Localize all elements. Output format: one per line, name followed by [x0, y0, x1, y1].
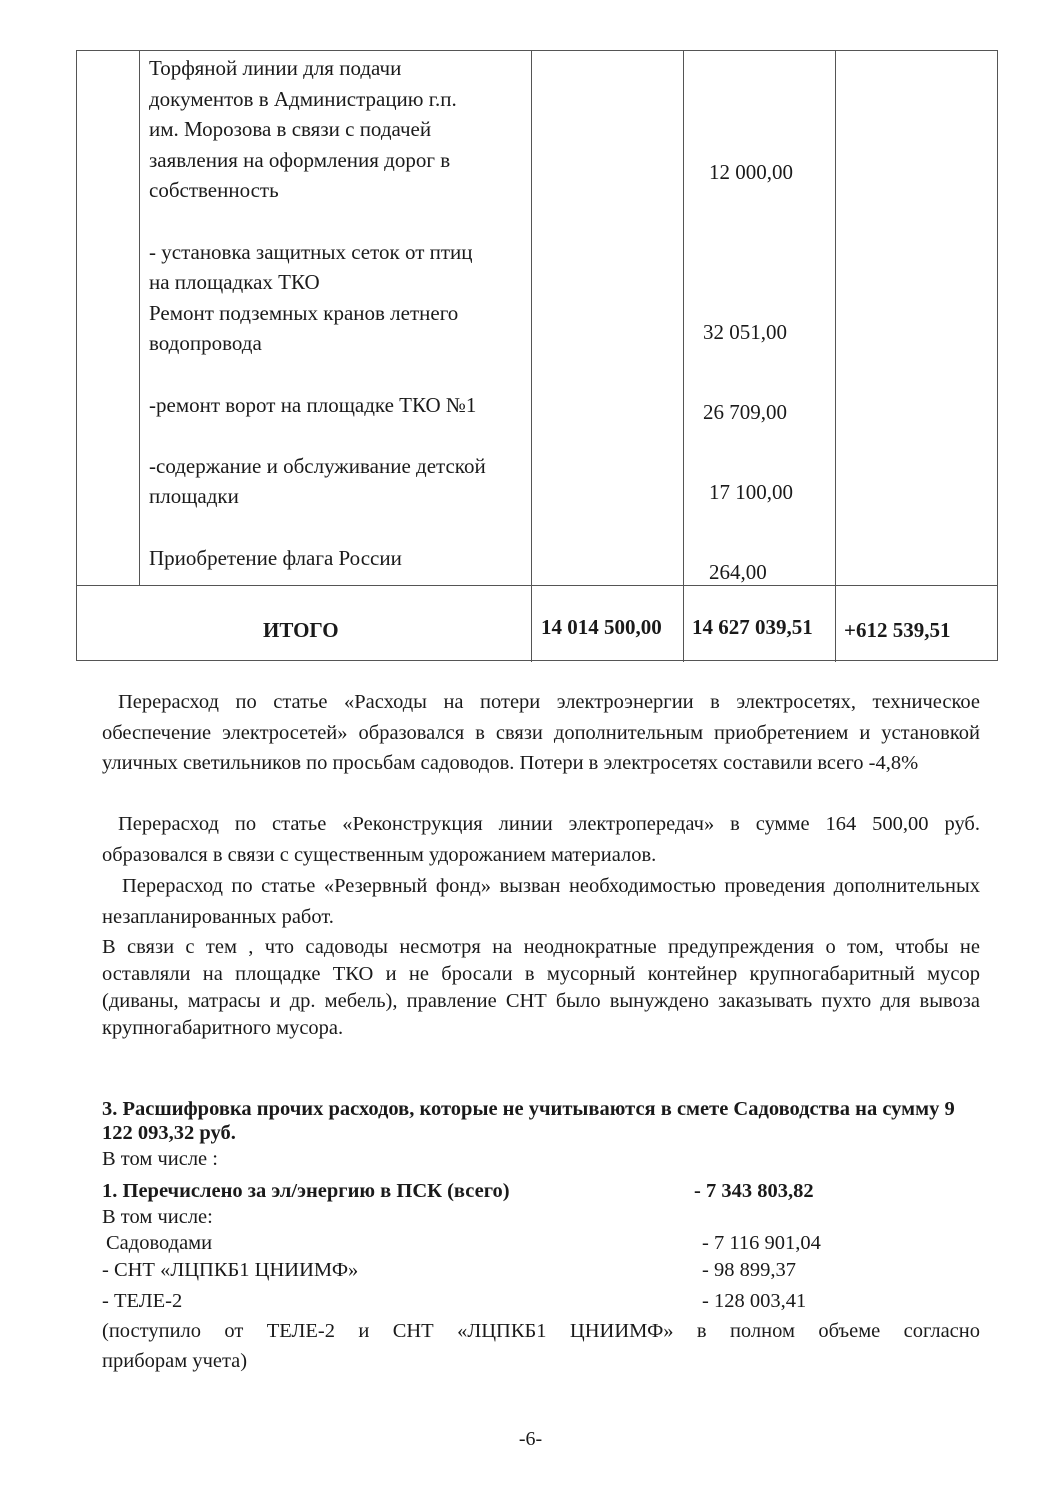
description-line: -ремонт ворот на площадке ТКО №1 — [149, 392, 477, 417]
amount-value: 17 100,00 — [709, 480, 793, 504]
description-line: - установка защитных сеток от птиц — [149, 239, 473, 264]
description-line — [149, 359, 486, 390]
description-line: Торфяной линии для подачи — [149, 56, 402, 80]
total-difference: +612 539,51 — [844, 618, 951, 642]
total-actual: 14 627 039,51 — [692, 615, 813, 639]
including-label: В том числе: — [102, 1206, 213, 1228]
total-planned: 14 014 500,00 — [541, 615, 662, 639]
breakdown-label: - СНТ «ЛЦПКБ1 ЦНИИМФ» — [102, 1259, 359, 1281]
description-line: на площадках ТКО — [149, 270, 320, 295]
total-label: ИТОГО — [263, 618, 339, 642]
description-line — [149, 420, 486, 451]
table-divider — [77, 585, 997, 586]
note-text: (поступило от ТЕЛЕ-2 и СНТ «ЛЦПКБ1 ЦНИИМФ» в полном объеме согласно — [102, 1320, 980, 1342]
psk-transfer-value: - 7 343 803,82 — [694, 1180, 814, 1202]
paragraph-electricity-losses: Перерасход по статье «Расходы на потери электроэнергии в электросетях, техническое обеспечение электросетей» образовался в связи дополнительным приобретением и установкой уличных светильников по просьбам садоводов. Потери в электросетях составили всего -4,8% — [102, 691, 980, 775]
description-line: Ремонт подземных кранов летнего — [149, 300, 459, 325]
including-label: В том числе : — [102, 1148, 218, 1170]
description-line — [149, 512, 486, 543]
paragraph-reconstruction: Перерасход по статье «Реконструкция линии электропередач» в сумме 164 500,00 руб. образовался в связи с существенным удорожанием материалов. — [102, 813, 980, 866]
amount-value: 12 000,00 — [709, 160, 793, 184]
table-divider — [531, 51, 532, 662]
breakdown-value: - 7 116 901,04 — [702, 1232, 821, 1254]
description-line: -содержание и обслуживание детской — [149, 453, 486, 478]
paragraph-reserve-fund: Перерасход по статье «Резервный фонд» вызван необходимостью проведения дополнительных незапланированных работ. — [102, 875, 980, 928]
table-divider — [683, 51, 684, 662]
description-line: им. Морозова в связи с подачей — [149, 117, 432, 142]
table-row-description — [149, 53, 486, 573]
description-line — [149, 206, 486, 237]
table-divider — [835, 51, 836, 662]
page-number: -6- — [518, 1428, 543, 1450]
breakdown-label: - ТЕЛЕ-2 — [102, 1290, 183, 1312]
description-line: заявления на оформления дорог в — [149, 147, 451, 172]
breakdown-value: - 128 003,41 — [702, 1290, 807, 1312]
description-line: водопровода — [149, 331, 262, 356]
description-line: площадки — [149, 484, 239, 509]
description-line: Приобретение флага России — [149, 545, 402, 570]
description-line: документов в Администрацию г.п. — [149, 86, 457, 111]
section-heading: 3. Расшифровка прочих расходов, которые не учитываются в смете Садоводства на сумму 9 122 093,32 руб. — [102, 1098, 955, 1144]
breakdown-label: Садоводами — [106, 1232, 213, 1254]
breakdown-value: - 98 899,37 — [702, 1259, 796, 1281]
description-line: собственность — [149, 178, 279, 203]
note-text: приборам учета) — [102, 1350, 248, 1372]
paragraph-bulky-waste: В связи с тем , что садоводы несмотря на неоднократные предупреждения о том, чтобы не оставляли на площадке ТКО и не бросали в мусорный контейнер крупногабаритный мусор (диваны, матрасы и др. мебель), правление СНТ было вынуждено заказывать пухто для вывоза крупногабаритного мусора. — [102, 936, 980, 1039]
table-divider — [139, 51, 140, 585]
psk-transfer-label: 1. Перечислено за эл/энергию в ПСК (всего) — [102, 1180, 510, 1202]
amount-value: 26 709,00 — [703, 400, 787, 424]
expense-table — [76, 50, 998, 661]
amount-value: 32 051,00 — [703, 320, 787, 344]
amount-value: 264,00 — [709, 560, 767, 584]
